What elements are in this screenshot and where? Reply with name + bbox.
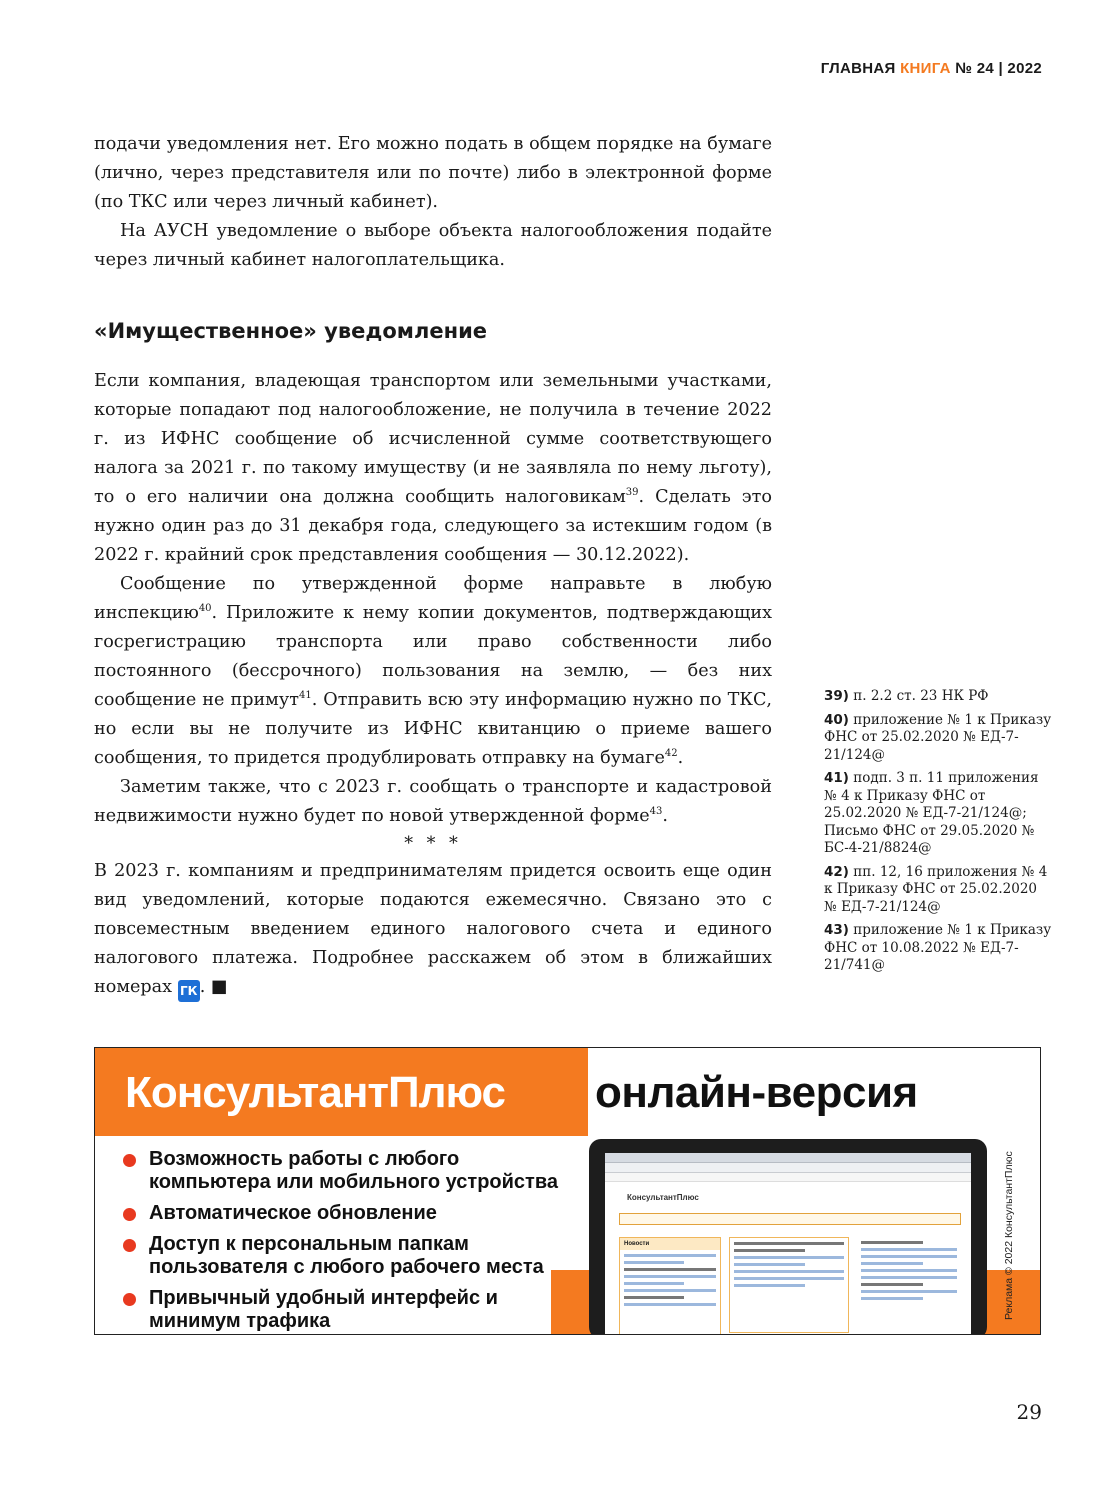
screen-middle-panel <box>729 1237 849 1333</box>
header-issue: № 24 | 2022 <box>955 60 1042 77</box>
feature-list <box>123 1148 563 1335</box>
bullet-icon <box>123 1208 136 1221</box>
product-name: онлайн-версия <box>595 1068 918 1117</box>
footnote: 39) п. 2.2 ст. 23 НК РФ <box>824 688 989 704</box>
end-mark: ■ <box>210 977 228 997</box>
footnote: 42) пп. 12, 16 приложения № 4 к Приказу ФНС от 25.02.2020 № ЕД-7-21/124@ <box>824 863 1048 915</box>
advertisement-banner[interactable] <box>94 1047 1041 1335</box>
footnote: 40) приложение № 1 к Приказу ФНС от 25.02.2020 № ЕД-7-21/124@ <box>824 711 1052 763</box>
screen-news-panel: Новости <box>619 1237 721 1335</box>
footnote: 43) приложение № 1 к Приказу ФНС от 10.08.2022 № ЕД-7-21/741@ <box>824 922 1052 973</box>
article-body <box>94 130 772 1002</box>
paragraph: Если компания, владеющая транспортом или земельными участками, которые попадают под налогообложение, не получила в течение 2022 г. из ИФНС сообщение об исчисленной сумме соответствующего налога за 2021 г. по такому имуществу (и не заявляла по нему льготу), то о его наличии она должна сообщить налоговикам$^{39}$. Сделать это нужно один раз до 31 декабря года, следующего за истекшим годом (в 2022 г. крайний срок представления сообщения — 30.12.2022). <box>94 371 772 565</box>
page-number: 29 <box>1016 1400 1042 1424</box>
footnote-ref[interactable]: 43 <box>649 806 663 818</box>
screen-title: КонсультантПлюс <box>627 1193 699 1202</box>
footnotes <box>824 688 1054 981</box>
footnote-ref[interactable]: 40 <box>198 603 212 615</box>
footnote-ref[interactable]: 41 <box>298 690 312 702</box>
ad-copyright: Реклама © 2022 КонсультантПлюс <box>1003 1151 1015 1320</box>
screen-search-box <box>619 1213 961 1225</box>
header-title-b: КНИГА <box>900 60 951 77</box>
feature-item: Возможность работы с любого компьютера или мобильного устройства <box>123 1148 563 1194</box>
footnote: 41) подп. 3 п. 11 приложения № 4 к Приказу ФНС от 25.02.2020 № ЕД-7-21/124@; Письмо ФНС от 29.05.2020 № БС-4-21/8824@ <box>824 770 1039 856</box>
bullet-icon <box>123 1154 136 1167</box>
bullet-icon <box>123 1293 136 1306</box>
section-heading: «Имущественное» уведомление <box>94 319 488 343</box>
running-header <box>821 60 1042 77</box>
feature-item: Привычный удобный интерфейс и минимум трафика <box>123 1287 563 1333</box>
bullet-icon <box>123 1239 136 1252</box>
screen-right-panel <box>857 1237 961 1335</box>
footnote-ref[interactable]: 42 <box>664 748 678 760</box>
paragraph: На АУСН уведомление о выборе объекта налогообложения подайте через личный кабинет налогоплательщика. <box>94 221 772 270</box>
paragraph: Сообщение по утвержденной форме направьте в любую инспекцию$^{40}$. Приложите к нему копии документов, подтверждающих госрегистрацию транспорта или право собственности либо постоянного (бессрочного) пользования на землю, — без них сообщение не примут$^{41}$. Отправить всю эту информацию нужно по ТКС, но если вы не получите из ИФНС квитанцию о приеме вашего сообщения, то придется продублировать отправку на бумаге$^{42}$. <box>94 574 772 768</box>
app-screenshot <box>605 1153 971 1335</box>
brand-name: КонсультантПлюс <box>125 1068 505 1117</box>
gk-logo-icon: ГК <box>178 980 200 1002</box>
feature-item: Автоматическое обновление <box>123 1202 563 1225</box>
paragraph: подачи уведомления нет. Его можно подать в общем порядке на бумаге (лично, через представителя или по почте) либо в электронной форме (по ТКС или через личный кабинет). <box>94 134 772 212</box>
laptop-image <box>589 1139 987 1335</box>
feature-item: Доступ к персональным папкам пользователя с любого рабочего места <box>123 1233 563 1279</box>
paragraph: В 2023 г. компаниям и предпринимателям придется освоить еще один вид уведомлений, которые подаются ежемесячно. Связано это с повсеместным введением единого налогового счета и единого налогового платежа. Подробнее расскажем об этом в ближайших номерах ГК . ■ <box>94 857 772 1002</box>
section-separator: * * * <box>404 834 462 854</box>
footnote-ref[interactable]: 39 <box>625 487 639 499</box>
paragraph: Заметим также, что с 2023 г. сообщать о транспорте и кадастровой недвижимости нужно будет по новой утвержденной форме$^{43}$. <box>94 777 772 826</box>
header-title-a: ГЛАВНАЯ <box>820 60 896 77</box>
